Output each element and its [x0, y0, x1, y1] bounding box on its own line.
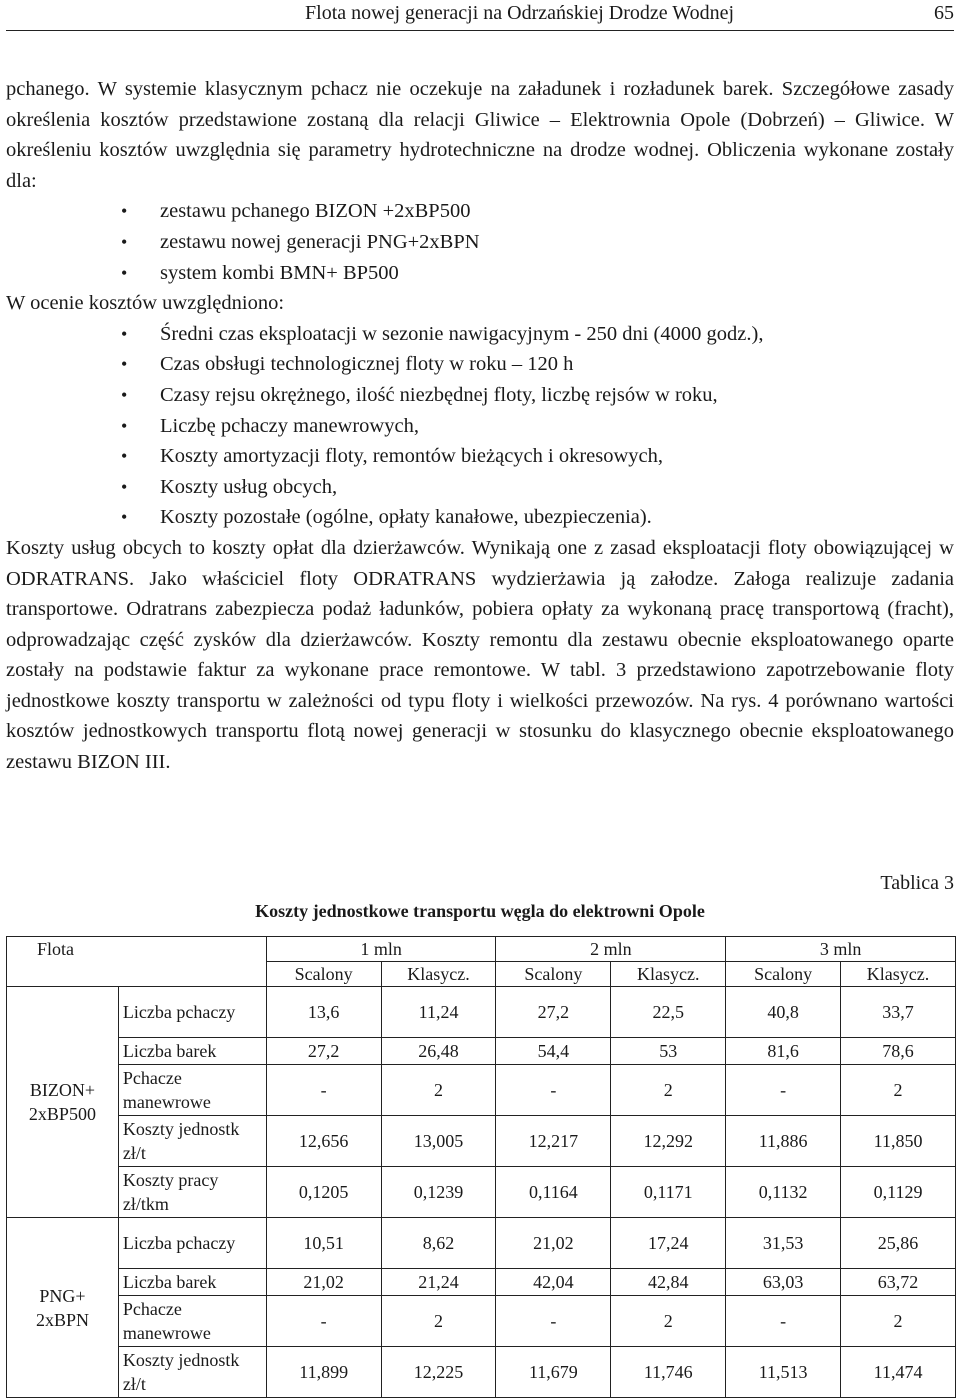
table-cell: 2: [841, 1065, 956, 1116]
table-cell: 11,474: [841, 1347, 956, 1398]
table-cell: 0,1164: [496, 1167, 611, 1218]
list-item: • Średni czas eksploatacji w sezonie nawigacyjnym - 250 dni (4000 godz.),: [6, 319, 954, 350]
row-label: Liczba barek: [118, 1269, 266, 1296]
table-cell: -: [726, 1065, 841, 1116]
table-cell: 12,225: [381, 1347, 496, 1398]
table-cell: -: [266, 1065, 381, 1116]
table-cell: 11,899: [266, 1347, 381, 1398]
table-cell: 63,03: [726, 1269, 841, 1296]
table-row: [7, 1296, 956, 1347]
table-cell: -: [496, 1065, 611, 1116]
row-label: Liczba pchaczy: [118, 1218, 266, 1269]
table-cell: 42,04: [496, 1269, 611, 1296]
table-cell: 42,84: [611, 1269, 726, 1296]
table-cell: -: [266, 1296, 381, 1347]
calculation-list: [6, 196, 954, 288]
table-cell: 54,4: [496, 1038, 611, 1065]
table-cell: 2: [611, 1296, 726, 1347]
group-header: 3 mln: [726, 937, 956, 962]
subheader: Scalony: [496, 962, 611, 987]
table-row: [7, 987, 956, 1038]
table-cell: 0,1205: [266, 1167, 381, 1218]
list-item: • zestawu nowej generacji PNG+2xBPN: [6, 227, 954, 258]
table-row: [7, 1116, 956, 1167]
running-header: [6, 0, 954, 31]
table-cell: 53: [611, 1038, 726, 1065]
table-row: [7, 1167, 956, 1218]
header-title: Flota nowej generacji na Odrzańskiej Drodze Wodnej: [305, 2, 734, 24]
list-item: • Czasy rejsu okrężnego, ilość niezbędnej floty, liczbę rejsów w roku,: [6, 380, 954, 411]
table-cell: 2: [611, 1065, 726, 1116]
table-cell: 12,217: [496, 1116, 611, 1167]
cost-table: [6, 936, 956, 1398]
table-cell: 11,24: [381, 987, 496, 1038]
table-row: [7, 1347, 956, 1398]
subheader: Klasycz.: [841, 962, 956, 987]
table-cell: 0,1132: [726, 1167, 841, 1218]
table-cell: 21,02: [496, 1218, 611, 1269]
list-item: • Koszty pozostałe (ogólne, opłaty kanałowe, ubezpieczenia).: [6, 502, 954, 533]
subheader: Klasycz.: [611, 962, 726, 987]
group-header: 2 mln: [496, 937, 726, 962]
table-cell: 31,53: [726, 1218, 841, 1269]
table-cell: -: [496, 1296, 611, 1347]
table-title: Koszty jednostkowe transportu węgla do elektrowni Opole: [255, 901, 705, 921]
table-cell: 8,62: [381, 1218, 496, 1269]
table-cell: 12,656: [266, 1116, 381, 1167]
table-cell: 12,292: [611, 1116, 726, 1167]
group-header: 1 mln: [266, 937, 496, 962]
table-row: [7, 1038, 956, 1065]
flota-name: PNG+ 2xBPN: [7, 1218, 119, 1398]
flota-header: Flota: [7, 937, 267, 987]
table-cell: 27,2: [266, 1038, 381, 1065]
table-cell: 2: [381, 1296, 496, 1347]
table-cell: 33,7: [841, 987, 956, 1038]
table-cell: 11,850: [841, 1116, 956, 1167]
table-cell: 25,86: [841, 1218, 956, 1269]
row-label: Koszty pracy zł/tkm: [118, 1167, 266, 1218]
list-item: • Koszty usług obcych,: [6, 472, 954, 503]
row-label: Pchacze manewrowe: [118, 1065, 266, 1116]
table-cell: 2: [841, 1296, 956, 1347]
criteria-list: [6, 319, 954, 533]
list-item: • system kombi BMN+ BP500: [6, 258, 954, 289]
row-label: Koszty jednostk zł/t: [118, 1347, 266, 1398]
table-cell: 13,005: [381, 1116, 496, 1167]
table-cell: 40,8: [726, 987, 841, 1038]
table-row: [7, 1218, 956, 1269]
subheader: Scalony: [726, 962, 841, 987]
subheader: Klasycz.: [381, 962, 496, 987]
table-cell: 21,02: [266, 1269, 381, 1296]
paragraph-intro: pchanego. W systemie klasycznym pchacz nie oczekuje na załadunek i rozładunek barek. Szczegółowe zasady określenia kosztów przedstawione zostaną dla relacji Gliwice – Elektrownia Opole (Dobrzeń) – Gliwice. W określeniu kosztów uwzględnia się parametry hydrotechniczne na drodze wodnej. Obliczenia wykonane zostały dla:: [6, 78, 954, 192]
table-cell: 17,24: [611, 1218, 726, 1269]
table-cell: 11,746: [611, 1347, 726, 1398]
table-cell: 26,48: [381, 1038, 496, 1065]
subheader: Scalony: [266, 962, 381, 987]
row-label: Koszty jednostk zł/t: [118, 1116, 266, 1167]
list-item: • Czas obsługi technologicznej floty w roku – 120 h: [6, 349, 954, 380]
table-cell: 11,513: [726, 1347, 841, 1398]
list-item: • Liczbę pchaczy manewrowych,: [6, 411, 954, 442]
table-cell: 0,1129: [841, 1167, 956, 1218]
table-row: [7, 1269, 956, 1296]
table-cell: 0,1171: [611, 1167, 726, 1218]
table-cell: 2: [381, 1065, 496, 1116]
table-cell: 78,6: [841, 1038, 956, 1065]
table-cell: 81,6: [726, 1038, 841, 1065]
table-cell: 21,24: [381, 1269, 496, 1296]
table-row: [7, 1065, 956, 1116]
row-label: Pchacze manewrowe: [118, 1296, 266, 1347]
list-item: • zestawu pchanego BIZON +2xBP500: [6, 196, 954, 227]
table-cell: 11,886: [726, 1116, 841, 1167]
table-cell: 11,679: [496, 1347, 611, 1398]
paragraph-criteria: W ocenie kosztów uwzględniono:: [6, 292, 285, 315]
table-cell: 0,1239: [381, 1167, 496, 1218]
page-number: 65: [934, 2, 954, 24]
table-cell: 22,5: [611, 987, 726, 1038]
table-cell: 27,2: [496, 987, 611, 1038]
table-cell: 63,72: [841, 1269, 956, 1296]
list-item: • Koszty amortyzacji floty, remontów bieżących i okresowych,: [6, 441, 954, 472]
row-label: Liczba barek: [118, 1038, 266, 1065]
row-label: Liczba pchaczy: [118, 987, 266, 1038]
flota-name: BIZON+ 2xBP500: [7, 987, 119, 1218]
table-cell: -: [726, 1296, 841, 1347]
table-cell: 10,51: [266, 1218, 381, 1269]
table-cell: 13,6: [266, 987, 381, 1038]
paragraph-costs: Koszty usług obcych to koszty opłat dla dzierżawców. Wynikają one z zasad eksploatacji floty obowiązującej w ODRATRANS. Jako właściciel floty ODRATRANS wydzierżawia ją załodze. Załoga realizuje zadania transportowe. Odratrans zabezpiecza podaż ładunków, pobiera opłaty za wykonaną pracę transportową (fracht), odprowadzając część zysków dla dzierżawców. Koszty remontu dla zestawu obecnie eksploatowanego oparte zostały na podstawie faktur za wykonane prace remontowe. W tabl. 3 przedstawiono zapotrzebowanie floty jednostkowe koszty transportu w zależności od typu floty i wielkości przewozów. Na rys. 4 porównano wartości kosztów jednostkowych transportu flotą nowej generacji w stosunku do klasycznego obecnie eksploatowanego zestawu BIZON III.: [6, 536, 954, 774]
body-text: [6, 74, 954, 778]
table-number: Tablica 3: [880, 872, 954, 894]
